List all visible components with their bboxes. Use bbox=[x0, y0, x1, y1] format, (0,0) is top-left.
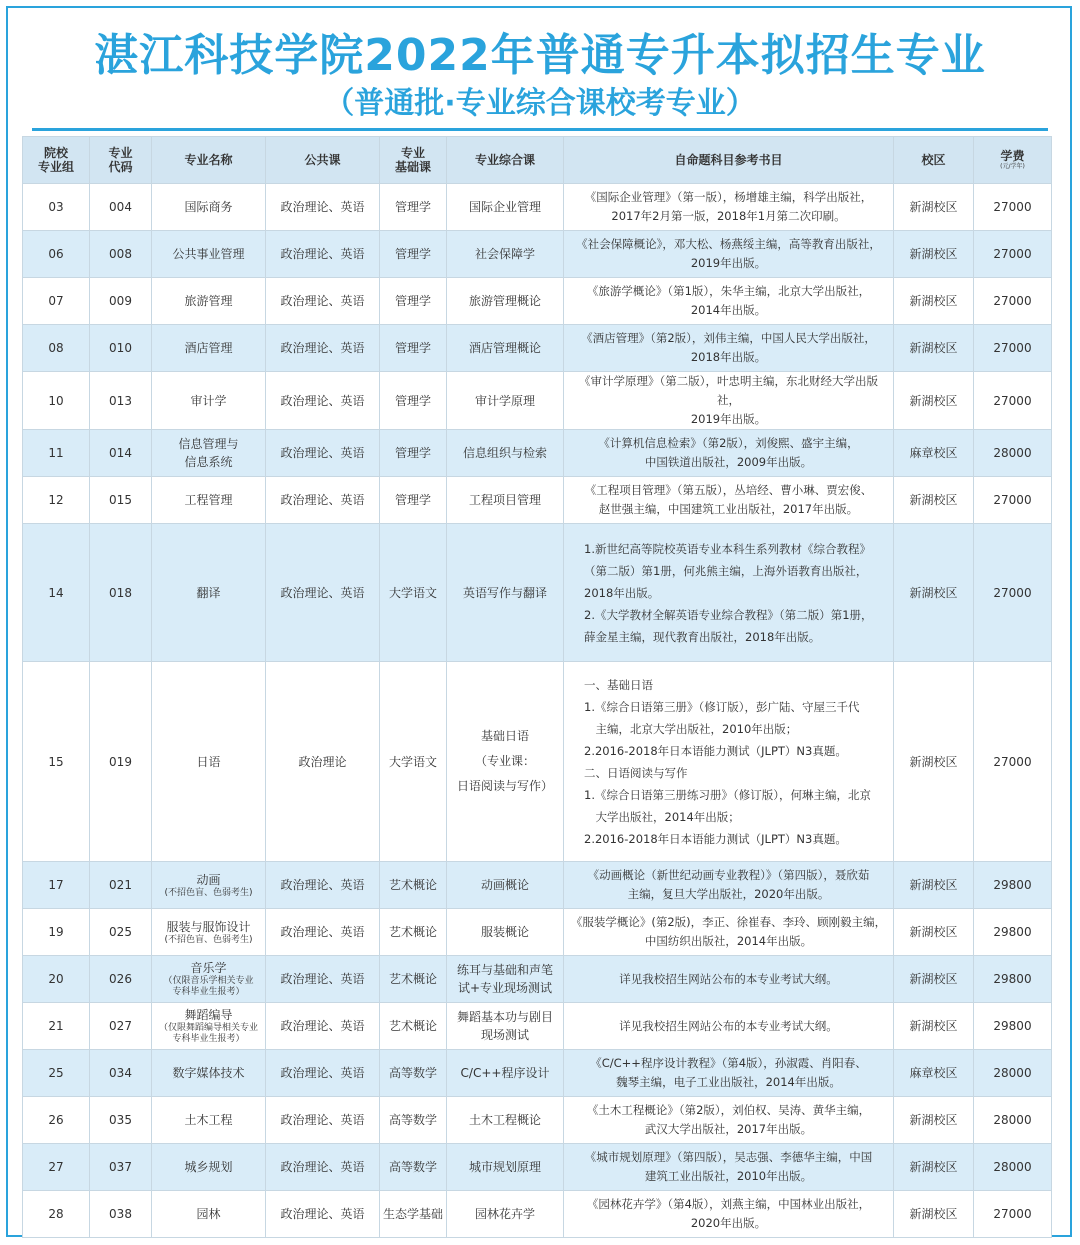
cell-fee: 27000 bbox=[974, 477, 1052, 524]
cell-code: 037 bbox=[90, 1144, 152, 1191]
cell-code: 026 bbox=[90, 956, 152, 1003]
cell-comprehensive: 国际企业管理 bbox=[447, 184, 564, 231]
cell-code: 025 bbox=[90, 909, 152, 956]
cell-books-line: 《动画概论（新世纪动画专业教程）》（第四版），聂欣茹 bbox=[587, 868, 870, 882]
cell-books-line: 《城市规划原理》（第四版），吴志强、李德华主编，中国 bbox=[584, 1150, 873, 1164]
cell-comprehensive-line: （专业课： bbox=[474, 754, 535, 768]
cell-public: 政治理论、英语 bbox=[266, 430, 380, 477]
cell-books-line: 薛金星主编，现代教育出版社，2018年出版。 bbox=[584, 629, 821, 644]
cell-comprehensive: 城市规划原理 bbox=[447, 1144, 564, 1191]
cell-books-line: 一、基础日语 bbox=[584, 677, 653, 692]
cell-basic: 高等数学 bbox=[380, 1097, 447, 1144]
cell-code: 008 bbox=[90, 231, 152, 278]
cell-comprehensive: 信息组织与检索 bbox=[447, 430, 564, 477]
cell-campus: 新湖校区 bbox=[894, 372, 974, 430]
table-row bbox=[23, 862, 1052, 909]
table-row bbox=[23, 1003, 1052, 1050]
header-fee: 学费 (元/学年) bbox=[974, 137, 1052, 184]
cell-group: 03 bbox=[23, 184, 90, 231]
cell-books-line: 赵世强主编，中国建筑工业出版社，2017年出版。 bbox=[598, 502, 859, 516]
cell-books-line: 大学出版社，2014年出版； bbox=[584, 809, 740, 824]
cell-basic: 艺术概论 bbox=[380, 1003, 447, 1050]
cell-public: 政治理论、英语 bbox=[266, 278, 380, 325]
cell-books-line: 2.2016-2018年日本语能力测试（JLPT）N3真题。 bbox=[584, 743, 847, 758]
title-divider bbox=[32, 128, 1048, 131]
cell-public: 政治理论、英语 bbox=[266, 524, 380, 662]
cell-basic: 艺术概论 bbox=[380, 909, 447, 956]
cell-books-line: 1.《综合日语第三册练习册》（修订版），何琳主编，北京 bbox=[584, 787, 871, 802]
cell-comprehensive: 旅游管理概论 bbox=[447, 278, 564, 325]
header-comprehensive: 专业综合课 bbox=[447, 137, 564, 184]
cell-name: 舞蹈编导 （仅限舞蹈编导相关专业 专科毕业生报考） bbox=[152, 1003, 266, 1050]
cell-books-line: 建筑工业出版社，2010年出版。 bbox=[644, 1169, 813, 1183]
cell-campus: 新湖校区 bbox=[894, 909, 974, 956]
cell-name-line: 信息系统 bbox=[184, 455, 233, 469]
cell-books-line: 《计算机信息检索》（第2版），刘俊熙、盛宇主编， bbox=[598, 436, 859, 450]
cell-books-line: 《国际企业管理》（第一版），杨增雄主编，科学出版社， bbox=[584, 190, 873, 204]
cell-group: 19 bbox=[23, 909, 90, 956]
cell-name: 酒店管理 bbox=[152, 325, 266, 372]
cell-code: 021 bbox=[90, 862, 152, 909]
cell-fee: 28000 bbox=[974, 1050, 1052, 1097]
cell-campus: 新湖校区 bbox=[894, 184, 974, 231]
cell-books-line: 2017年2月第一版，2018年1月第二次印刷。 bbox=[611, 209, 846, 223]
cell-books bbox=[564, 430, 894, 477]
table-header-row bbox=[23, 137, 1052, 184]
cell-public: 政治理论、英语 bbox=[266, 477, 380, 524]
cell-public: 政治理论、英语 bbox=[266, 1003, 380, 1050]
table-row bbox=[23, 430, 1052, 477]
cell-books-line: 《工程项目管理》（第五版），丛培经、曹小琳、贾宏俊、 bbox=[584, 483, 873, 497]
cell-basic: 高等数学 bbox=[380, 1144, 447, 1191]
cell-code: 018 bbox=[90, 524, 152, 662]
cell-campus: 新湖校区 bbox=[894, 231, 974, 278]
header-public: 公共课 bbox=[266, 137, 380, 184]
cell-books-line: 2.《大学教材全解英语专业综合教程》（第二版）第1册， bbox=[584, 607, 873, 622]
cell-comprehensive: C/C++程序设计 bbox=[447, 1050, 564, 1097]
cell-campus: 新湖校区 bbox=[894, 862, 974, 909]
cell-comprehensive bbox=[447, 1003, 564, 1050]
cell-fee: 27000 bbox=[974, 278, 1052, 325]
cell-group: 14 bbox=[23, 524, 90, 662]
cell-name-note: （仅限音乐学相关专业 bbox=[163, 976, 254, 986]
cell-books: 详见我校招生网站公布的本专业考试大纲。 bbox=[564, 1003, 894, 1050]
cell-campus: 新湖校区 bbox=[894, 278, 974, 325]
cell-name: 动画 (不招色盲、色弱考生) bbox=[152, 862, 266, 909]
cell-books bbox=[564, 231, 894, 278]
cell-books-line: 中国铁道出版社，2009年出版。 bbox=[644, 455, 813, 469]
cell-books-line: 2018年出版。 bbox=[690, 350, 767, 364]
cell-basic: 管理学 bbox=[380, 477, 447, 524]
cell-basic: 管理学 bbox=[380, 325, 447, 372]
table-row bbox=[23, 1191, 1052, 1238]
cell-name: 旅游管理 bbox=[152, 278, 266, 325]
cell-campus: 麻章校区 bbox=[894, 430, 974, 477]
cell-books bbox=[564, 184, 894, 231]
table-row bbox=[23, 1144, 1052, 1191]
cell-fee: 27000 bbox=[974, 662, 1052, 862]
cell-comprehensive: 土木工程概论 bbox=[447, 1097, 564, 1144]
table-row bbox=[23, 662, 1052, 862]
cell-name-note: 专科毕业生报考） bbox=[172, 987, 245, 997]
cell-group: 12 bbox=[23, 477, 90, 524]
table-row bbox=[23, 1050, 1052, 1097]
cell-books-line: 《社会保障概论》，邓大松、杨燕绥主编，高等教育出版社， bbox=[576, 237, 881, 251]
cell-fee: 27000 bbox=[974, 231, 1052, 278]
cell-code: 038 bbox=[90, 1191, 152, 1238]
cell-books bbox=[564, 372, 894, 430]
cell-comprehensive-line: 现场测试 bbox=[480, 1028, 529, 1042]
cell-basic: 大学语文 bbox=[380, 662, 447, 862]
cell-public: 政治理论、英语 bbox=[266, 862, 380, 909]
cell-books bbox=[564, 862, 894, 909]
cell-name: 日语 bbox=[152, 662, 266, 862]
cell-code: 004 bbox=[90, 184, 152, 231]
cell-books-line: 《旅游学概论》（第1版），朱华主编，北京大学出版社， bbox=[586, 284, 871, 298]
cell-books: 详见我校招生网站公布的本专业考试大纲。 bbox=[564, 956, 894, 1003]
cell-campus: 麻章校区 bbox=[894, 1050, 974, 1097]
cell-code: 009 bbox=[90, 278, 152, 325]
cell-group: 26 bbox=[23, 1097, 90, 1144]
cell-books-line: 中国纺织出版社，2014年出版。 bbox=[644, 934, 813, 948]
table-row bbox=[23, 184, 1052, 231]
table-row bbox=[23, 231, 1052, 278]
cell-fee: 29800 bbox=[974, 909, 1052, 956]
cell-name-note: (不招色盲、色弱考生) bbox=[164, 887, 253, 898]
cell-public: 政治理论、英语 bbox=[266, 231, 380, 278]
cell-campus: 新湖校区 bbox=[894, 1191, 974, 1238]
cell-name: 服装与服饰设计 (不招色盲、色弱考生) bbox=[152, 909, 266, 956]
cell-name: 土木工程 bbox=[152, 1097, 266, 1144]
cell-public: 政治理论、英语 bbox=[266, 909, 380, 956]
cell-group: 08 bbox=[23, 325, 90, 372]
cell-group: 07 bbox=[23, 278, 90, 325]
cell-fee: 27000 bbox=[974, 372, 1052, 430]
cell-name: 公共事业管理 bbox=[152, 231, 266, 278]
cell-group: 27 bbox=[23, 1144, 90, 1191]
cell-comprehensive-line: 舞蹈基本功与剧目 bbox=[456, 1010, 553, 1024]
cell-books bbox=[564, 325, 894, 372]
majors-table bbox=[22, 136, 1052, 1238]
cell-campus: 新湖校区 bbox=[894, 956, 974, 1003]
cell-campus: 新湖校区 bbox=[894, 477, 974, 524]
page-title: 湛江科技学院2022年普通专升本拟招生专业 bbox=[94, 30, 986, 81]
cell-campus: 新湖校区 bbox=[894, 1097, 974, 1144]
cell-comprehensive: 社会保障学 bbox=[447, 231, 564, 278]
table-row bbox=[23, 1097, 1052, 1144]
cell-books bbox=[564, 524, 894, 662]
cell-basic: 大学语文 bbox=[380, 524, 447, 662]
cell-books-line: 《服装学概论》(第2版)，李正、徐崔春、李玲、顾刚毅主编， bbox=[570, 915, 887, 929]
cell-books bbox=[564, 278, 894, 325]
cell-books-line: 魏琴主编，电子工业出版社，2014年出版。 bbox=[616, 1075, 841, 1089]
cell-code: 034 bbox=[90, 1050, 152, 1097]
cell-group: 17 bbox=[23, 862, 90, 909]
cell-public: 政治理论、英语 bbox=[266, 325, 380, 372]
cell-public: 政治理论、英语 bbox=[266, 1097, 380, 1144]
cell-books-line: （第二版）第1册，何兆熊主编，上海外语教育出版社， bbox=[584, 563, 868, 578]
cell-name-note: （仅限舞蹈编导相关专业 bbox=[158, 1023, 258, 1033]
cell-campus: 新湖校区 bbox=[894, 1003, 974, 1050]
cell-public: 政治理论、英语 bbox=[266, 1191, 380, 1238]
cell-fee: 27000 bbox=[974, 1191, 1052, 1238]
cell-comprehensive: 动画概论 bbox=[447, 862, 564, 909]
cell-books-line: 2020年出版。 bbox=[690, 1216, 767, 1230]
cell-name: 园林 bbox=[152, 1191, 266, 1238]
cell-basic: 管理学 bbox=[380, 372, 447, 430]
cell-name: 城乡规划 bbox=[152, 1144, 266, 1191]
cell-books-line: 1.《综合日语第三册》（修订版），彭广陆、守屋三千代 bbox=[584, 699, 860, 714]
cell-group: 20 bbox=[23, 956, 90, 1003]
cell-basic: 艺术概论 bbox=[380, 862, 447, 909]
cell-code: 010 bbox=[90, 325, 152, 372]
cell-comprehensive: 酒店管理概论 bbox=[447, 325, 564, 372]
cell-code: 019 bbox=[90, 662, 152, 862]
header-campus: 校区 bbox=[894, 137, 974, 184]
cell-comprehensive: 工程项目管理 bbox=[447, 477, 564, 524]
cell-books-line: 2.2016-2018年日本语能力测试（JLPT）N3真题。 bbox=[584, 831, 847, 846]
table-row bbox=[23, 956, 1052, 1003]
cell-basic: 生态学基础 bbox=[380, 1191, 447, 1238]
cell-books bbox=[564, 477, 894, 524]
table-row bbox=[23, 278, 1052, 325]
cell-fee: 28000 bbox=[974, 430, 1052, 477]
cell-campus: 新湖校区 bbox=[894, 325, 974, 372]
cell-fee: 29800 bbox=[974, 862, 1052, 909]
cell-books bbox=[564, 1050, 894, 1097]
cell-basic: 管理学 bbox=[380, 231, 447, 278]
cell-public: 政治理论 bbox=[266, 662, 380, 862]
cell-group: 21 bbox=[23, 1003, 90, 1050]
cell-code: 014 bbox=[90, 430, 152, 477]
cell-books-line: 《C/C++程序设计教程》（第4版），孙淑霞、肖阳春、 bbox=[590, 1056, 867, 1070]
cell-comprehensive: 园林花卉学 bbox=[447, 1191, 564, 1238]
cell-name: 音乐学 （仅限音乐学相关专业 专科毕业生报考） bbox=[152, 956, 266, 1003]
cell-books-line: 2018年出版。 bbox=[584, 585, 660, 600]
cell-name: 审计学 bbox=[152, 372, 266, 430]
cell-comprehensive-line: 练耳与基础和声笔 bbox=[456, 963, 553, 977]
cell-books-line: 《土木工程概论》（第2版），刘伯权、吴涛、黄华主编， bbox=[586, 1103, 871, 1117]
cell-group: 11 bbox=[23, 430, 90, 477]
cell-books-line: 主编，复旦大学出版社，2020年出版。 bbox=[627, 887, 830, 901]
cell-fee: 27000 bbox=[974, 325, 1052, 372]
cell-books-line: 武汉大学出版社，2017年出版。 bbox=[644, 1122, 813, 1136]
cell-fee: 27000 bbox=[974, 524, 1052, 662]
cell-books bbox=[564, 662, 894, 862]
cell-books-line: 二、日语阅读与写作 bbox=[584, 765, 688, 780]
header-name: 专业名称 bbox=[152, 137, 266, 184]
cell-basic: 管理学 bbox=[380, 430, 447, 477]
cell-campus: 新湖校区 bbox=[894, 662, 974, 862]
table-row bbox=[23, 477, 1052, 524]
cell-books bbox=[564, 909, 894, 956]
cell-fee: 28000 bbox=[974, 1097, 1052, 1144]
cell-books-line: 《审计学原理》（第二版），叶忠明主编，东北财经大学出版社， bbox=[579, 374, 878, 407]
cell-name: 数字媒体技术 bbox=[152, 1050, 266, 1097]
cell-public: 政治理论、英语 bbox=[266, 1144, 380, 1191]
header-group: 院校 专业组 bbox=[23, 137, 90, 184]
cell-fee: 28000 bbox=[974, 1144, 1052, 1191]
cell-comprehensive-line: 日语阅读与写作） bbox=[456, 779, 553, 793]
cell-basic: 高等数学 bbox=[380, 1050, 447, 1097]
cell-group: 10 bbox=[23, 372, 90, 430]
page-subtitle: （普通批·专业综合课校考专业） bbox=[324, 86, 756, 121]
cell-comprehensive: 服装概论 bbox=[447, 909, 564, 956]
cell-public: 政治理论、英语 bbox=[266, 372, 380, 430]
table-row bbox=[23, 524, 1052, 662]
cell-comprehensive: 审计学原理 bbox=[447, 372, 564, 430]
cell-code: 015 bbox=[90, 477, 152, 524]
cell-basic: 管理学 bbox=[380, 184, 447, 231]
cell-books-line: 主编，北京大学出版社，2010年出版； bbox=[584, 721, 798, 736]
cell-public: 政治理论、英语 bbox=[266, 956, 380, 1003]
cell-books-line: 1.新世纪高等院校英语专业本科生系列教材《综合教程》 bbox=[584, 541, 871, 556]
cell-basic: 管理学 bbox=[380, 278, 447, 325]
cell-name-note: 专科毕业生报考） bbox=[172, 1034, 245, 1044]
cell-name: 国际商务 bbox=[152, 184, 266, 231]
cell-comprehensive bbox=[447, 956, 564, 1003]
cell-books bbox=[564, 1144, 894, 1191]
table-row bbox=[23, 325, 1052, 372]
cell-code: 035 bbox=[90, 1097, 152, 1144]
cell-group: 15 bbox=[23, 662, 90, 862]
cell-books bbox=[564, 1191, 894, 1238]
cell-books-line: 2014年出版。 bbox=[690, 303, 767, 317]
cell-name: 工程管理 bbox=[152, 477, 266, 524]
cell-books-line: 《酒店管理》（第2版），刘伟主编，中国人民大学出版社， bbox=[581, 331, 876, 345]
cell-books-line: 《园林花卉学》（第4版），刘燕主编，中国林业出版社， bbox=[586, 1197, 871, 1211]
cell-comprehensive bbox=[447, 662, 564, 862]
cell-fee: 29800 bbox=[974, 956, 1052, 1003]
cell-code: 013 bbox=[90, 372, 152, 430]
cell-group: 06 bbox=[23, 231, 90, 278]
cell-books-line: 2019年出版。 bbox=[690, 412, 767, 426]
cell-name-line: 信息管理与 bbox=[178, 437, 239, 451]
cell-books-line: 2019年出版。 bbox=[690, 256, 767, 270]
table-row bbox=[23, 909, 1052, 956]
cell-fee: 27000 bbox=[974, 184, 1052, 231]
cell-public: 政治理论、英语 bbox=[266, 1050, 380, 1097]
cell-name bbox=[152, 430, 266, 477]
header-code: 专业 代码 bbox=[90, 137, 152, 184]
table-row bbox=[23, 372, 1052, 430]
cell-comprehensive-line: 基础日语 bbox=[480, 729, 529, 743]
cell-comprehensive: 英语写作与翻译 bbox=[447, 524, 564, 662]
cell-campus: 新湖校区 bbox=[894, 1144, 974, 1191]
cell-code: 027 bbox=[90, 1003, 152, 1050]
cell-campus: 新湖校区 bbox=[894, 524, 974, 662]
header-basic: 专业 基础课 bbox=[380, 137, 447, 184]
cell-name: 翻译 bbox=[152, 524, 266, 662]
header-books: 自命题科目参考书目 bbox=[564, 137, 894, 184]
cell-comprehensive-line: 试+专业现场测试 bbox=[457, 981, 553, 995]
cell-group: 25 bbox=[23, 1050, 90, 1097]
cell-group: 28 bbox=[23, 1191, 90, 1238]
cell-books bbox=[564, 1097, 894, 1144]
cell-public: 政治理论、英语 bbox=[266, 184, 380, 231]
cell-name-note: (不招色盲、色弱考生) bbox=[164, 934, 253, 945]
cell-fee: 29800 bbox=[974, 1003, 1052, 1050]
cell-basic: 艺术概论 bbox=[380, 956, 447, 1003]
